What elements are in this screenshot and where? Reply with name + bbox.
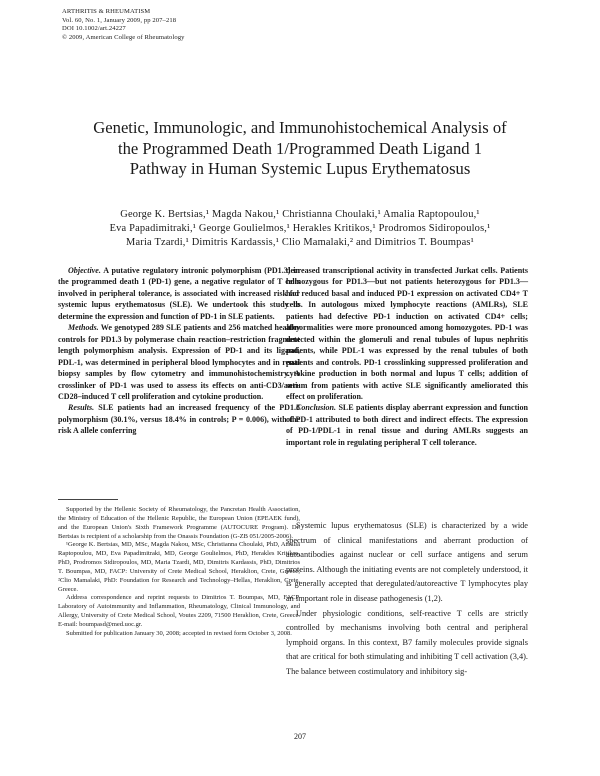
footnote-submitted: Submitted for publication January 30, 2008; accepted in revised form October 3, 2008. [66, 629, 292, 637]
footnote-correspondence: Address correspondence and reprint requests to Dimitrios T. Boumpas, MD, FACP, Laboratory of Autoimmunity and Inflammation, Rheumatology, Clinical Immunology, and Allergy, University of Crete Medical School, Voutes 2209, 71500 Heraklion, Crete, Greece. E-mail: boumpasd@med.uoc.gr. [58, 594, 300, 628]
journal-name: ARTHRITIS & RHEUMATISM [62, 8, 151, 15]
results-text: SLE patients had an increased frequency of the PD1.3 polymorphism (30.1%, versus 18.4% in controls; P = 0.006), with the risk A allele conferring [58, 403, 301, 436]
authors-line-2: Eva Papadimitraki,¹ George Goulielmos,¹ Herakles Kritikos,¹ Prodromos Sidiropoulos,¹ [109, 223, 491, 234]
journal-copyright: © 2009, American College of Rheumatology [62, 33, 185, 41]
footnote-affiliations: ¹George K. Bertsias, MD, MSc, Magda Nakou, MSc, Christianna Choulaki, PhD, Amalia Raptopoulou, MD, Eva Papadimitraki, MD, George Goulielmos, PhD, Herakles Kritikos, PhD, Prodromos Sidiropoulos, MD, Maria Tzardi, MD, Dimitris Kardassis, PhD, Dimitrios T. Boumpas, MD, FACP: University of Crete Medical School, Heraklion, Crete, Greece; ²Clio Mamalaki, PhD: Foundation for Research and Technology–Hellas, Heraklion, Crete, Greece. [58, 541, 300, 593]
abstract-left-column [58, 265, 300, 437]
abstract-objective [58, 265, 300, 322]
title-line-1: Genetic, Immunologic, and Immunohistochemical Analysis of [93, 118, 507, 137]
footnotes [58, 506, 300, 639]
results-label: Results. [68, 403, 95, 413]
page-number: 207 [294, 732, 306, 741]
footnote-support: Supported by the Hellenic Society of Rheumatology, the Pancretan Health Association, the Ministry of Education of the Hellenic Republic, the European Union (EPEAEK fund), and the European Union's Sixth Framework Programme (AUTOCURE Program). Dr. Bertsias is recipient of a scholarship from the Onassis Foundation (G-ZB 051/2005-2006). [58, 506, 300, 540]
methods-label: Methods. [68, 323, 99, 333]
journal-doi: DOI 10.1002/art.24227 [62, 25, 126, 33]
article-title [60, 118, 540, 180]
conclusion-label: Conclusion. [296, 403, 337, 413]
author-list [60, 208, 540, 250]
body-paragraph-1: Systemic lupus erythematosus (SLE) is characterized by a wide spectrum of clinical manifestations and aberrant production of autoantibodies against nuclear or cell surface antigens and serum proteins. Although the initiating events are not completely understood, it is generally accepted that deregulated/autoreactive T lymphocytes play an important role in disease pathogenesis (1,2). [286, 521, 528, 603]
authors-line-3: Maria Tzardi,¹ Dimitris Kardassis,¹ Clio Mamalaki,² and Dimitrios T. Boumpas¹ [126, 237, 474, 248]
title-line-2: the Programmed Death 1/Programmed Death Ligand 1 [117, 138, 483, 158]
abstract-conclusion [286, 402, 528, 448]
footnote-divider [58, 499, 118, 500]
journal-header [62, 8, 185, 42]
body-paragraph-2: Under physiologic conditions, self-reactive T cells are strictly controlled by mechanisms involving both central and peripheral lymphoid organs. In this context, B7 family molecules provide signals that are critical for both stimulating and inhibiting T cell activation (3,4). The balance between costimulatory and inhibitory sig- [286, 608, 528, 676]
title-line-3: Pathway in Human Systemic Lupus Erythematosus [129, 159, 471, 178]
objective-label: Objective. [68, 266, 101, 275]
conclusion-text: SLE patients display aberrant expression and function of PD-1 attributed to both direct and indirect effects. The expression of PD-1/PDL-1 in renal tissue and during AMLRs suggests an important role in regulating peripheral T cell tolerance. [286, 403, 528, 447]
authors-line-1: George K. Bertsias,¹ Magda Nakou,¹ Christianna Choulaki,¹ Amalia Raptopoulou,¹ [120, 209, 480, 220]
abstract-methods [58, 322, 300, 402]
abstract-results-continued: decreased transcriptional activity in transfected Jurkat cells. Patients homozygous for PD1.3—but not patients heterozygous for PD1.3—had reduced basal and induced PD-1 expression on activated CD4+ T cells. In autologous mixed lymphocyte reactions (AMLRs), SLE patients had defective PD-1 induction on activated CD4+ cells; abnormalities were more pronounced among homozygotes. PD-1 was detected within the glomeruli and renal tubules of lupus nephritis patients, while PDL-1 was expressed by the renal tubules of both patients and controls. PD-1 crosslinking suppressed proliferation and cytokine production in both normal and lupus T cells; addition of serum from patients with active SLE significantly ameliorated this effect on proliferation. [286, 266, 528, 401]
journal-issue: Vol. 60, No. 1, January 2009, pp 207–218 [62, 16, 177, 24]
abstract-results [58, 402, 300, 436]
objective-text: A putative regulatory intronic polymorphism (PD1.3) in the programmed death 1 (PD-1) gene, a negative regulator of T cells involved in peripheral tolerance, is associated with increased risk for systemic lupus erythematosus (SLE). We undertook this study to determine the expression and function of PD-1 in SLE patients. [58, 266, 300, 321]
body-text [286, 519, 528, 680]
abstract-right-column [286, 265, 528, 448]
methods-text: We genotyped 289 SLE patients and 256 matched healthy controls for PD1.3 by polymerase chain reaction–restriction fragment length polymorphism analysis. Expression of PD-1 and its ligand, PDL-1, was determined in peripheral blood lymphocytes and in renal biopsy samples by flow cytometry and immunohistochemistry. A crosslinker of PD-1 was used to assess its effects on anti-CD3/anti-CD28–induced T cell proliferation and cytokine production. [58, 323, 300, 401]
